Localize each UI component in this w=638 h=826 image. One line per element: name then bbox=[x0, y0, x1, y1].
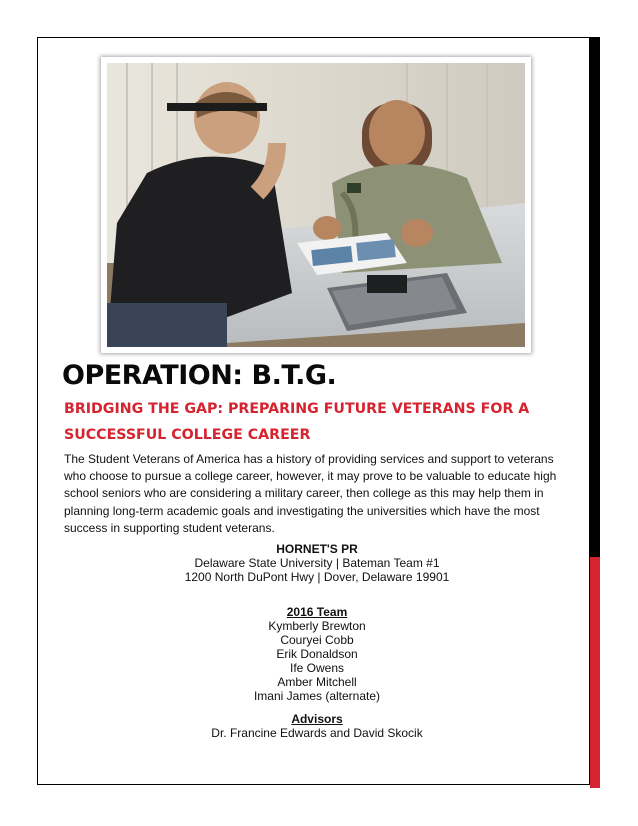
team-heading: 2016 Team bbox=[286, 605, 348, 619]
page-title: OPERATION: B.T.G. bbox=[62, 360, 337, 391]
photo-illustration bbox=[107, 63, 525, 347]
agency-block bbox=[64, 542, 570, 584]
team-member: Imani James (alternate) bbox=[253, 689, 381, 703]
team-block bbox=[64, 605, 570, 703]
side-bar-red bbox=[590, 557, 600, 788]
subtitle-line: SUCCESSFUL COLLEGE CAREER bbox=[64, 427, 311, 443]
team-member: Ife Owens bbox=[289, 661, 345, 675]
subtitle-line: BRIDGING THE GAP: PREPARING FUTURE VETERANS FOR A bbox=[64, 401, 530, 417]
team-member: Amber Mitchell bbox=[277, 675, 357, 689]
photo-frame bbox=[101, 57, 531, 353]
photo-veterans-meeting bbox=[107, 63, 525, 347]
advisors-names: Dr. Francine Edwards and David Skocik bbox=[211, 726, 423, 740]
agency-line-1: Delaware State University | Bateman Team #1 bbox=[194, 556, 440, 570]
team-member: Kymberly Brewton bbox=[268, 619, 366, 633]
advisors-heading: Advisors bbox=[291, 712, 343, 726]
team-member: Erik Donaldson bbox=[276, 647, 358, 661]
agency-name: HORNET'S PR bbox=[276, 542, 358, 556]
subtitle bbox=[64, 396, 584, 448]
advisors-block bbox=[64, 712, 570, 740]
team-member: Couryei Cobb bbox=[280, 633, 354, 647]
agency-line-2: 1200 North DuPont Hwy | Dover, Delaware 19901 bbox=[184, 570, 450, 584]
body-paragraph: The Student Veterans of America has a history of providing services and support to veterans who choose to pursue a college career, however, it may prove to be valuable to educate high school seniors who are considering a military career, then college as this may help them in planning long-term academic goals and investigating the universities which have the most success in supporting student veterans. bbox=[64, 452, 557, 535]
side-bar-black bbox=[590, 37, 600, 557]
